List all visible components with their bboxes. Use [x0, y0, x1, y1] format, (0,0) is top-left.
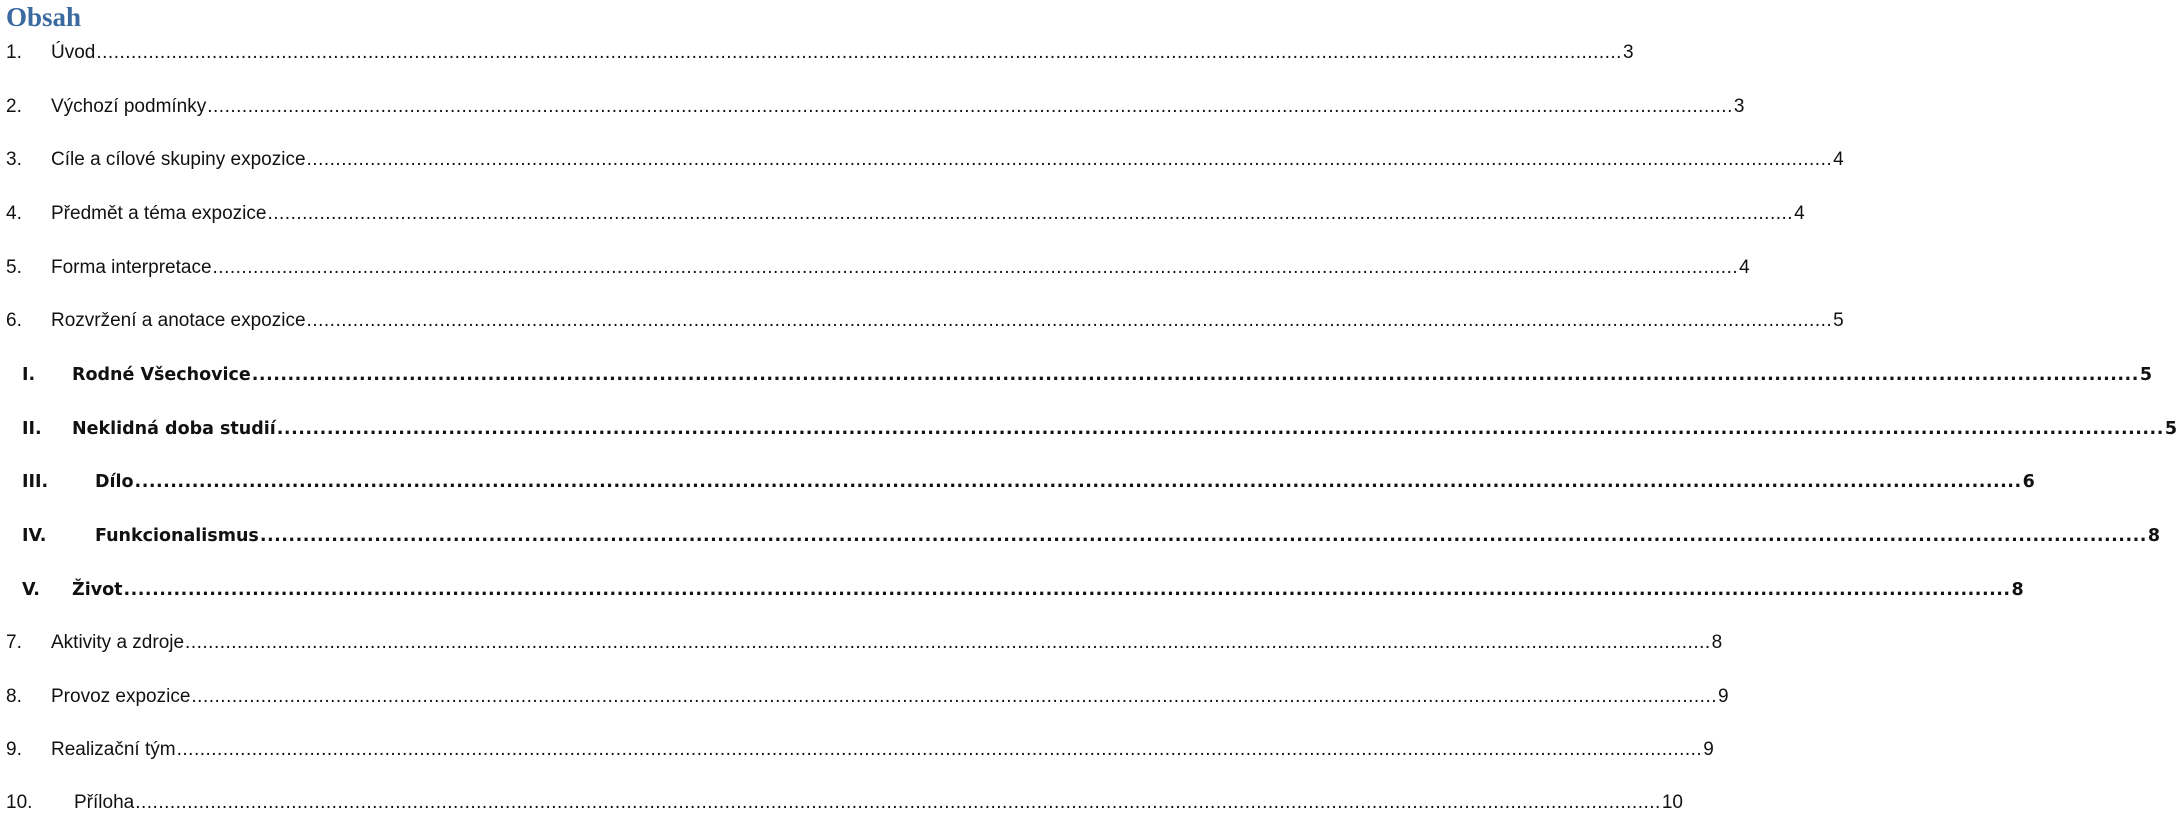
toc-entry-number: 7. — [6, 632, 22, 653]
toc-entry-label: Předmět a téma expozice — [51, 203, 267, 224]
toc-dot-leader: ........................................................................................................................................................................................................................................................................ — [276, 419, 2164, 439]
toc-entry-label: Rozvržení a anotace expozice — [51, 310, 306, 331]
toc-entry-number: 5. — [6, 257, 22, 278]
toc-dot-leader: ........................................................................................................................................................................................................................................................................ — [212, 257, 1739, 278]
toc-dot-leader: ........................................................................................................................................................................................................................................................................ — [306, 310, 1833, 331]
toc-dot-leader: ........................................................................................................................................................................................................................................................................ — [96, 42, 1622, 63]
toc-entry-page: 5 — [2139, 365, 2153, 385]
toc-dot-leader: ........................................................................................................................................................................................................................................................................ — [207, 96, 1733, 117]
toc-dot-leader: ........................................................................................................................................................................................................................................................................ — [267, 203, 1794, 224]
toc-entry-realizacni-tym[interactable] — [6, 737, 1714, 763]
toc-entry-rozvrzeni[interactable] — [6, 308, 1844, 334]
toc-entry-label: Provoz expozice — [51, 686, 191, 707]
toc-entry-predmet[interactable] — [6, 201, 1805, 227]
toc-entry-forma[interactable] — [6, 255, 1750, 281]
toc-entry-neklidna-doba[interactable] — [6, 416, 2177, 442]
toc-entry-label: Výchozí podmínky — [51, 96, 207, 117]
toc-entry-label: Funkcionalismus — [95, 526, 259, 546]
toc-entry-page: 9 — [1703, 739, 1714, 760]
toc-entry-vychozi-podminky[interactable] — [6, 94, 1745, 120]
toc-entry-page: 8 — [2147, 526, 2161, 546]
toc-entry-dilo[interactable] — [6, 469, 2035, 495]
toc-entry-page: 8 — [1711, 632, 1723, 653]
toc-entry-aktivity[interactable] — [6, 630, 1723, 656]
toc-dot-leader: ........................................................................................................................................................................................................................................................................ — [135, 792, 1661, 813]
toc-entry-label: Rodné Všechovice — [72, 365, 251, 385]
toc-entry-number: V. — [22, 580, 40, 600]
toc-entry-number: III. — [22, 472, 49, 492]
toc-entry-label: Příloha — [74, 792, 135, 813]
toc-entry-page: 3 — [1733, 96, 1745, 117]
toc-entry-page: 5 — [1833, 310, 1844, 331]
toc-entry-number: I. — [22, 365, 36, 385]
toc-entry-number: 6. — [6, 310, 22, 331]
toc-entry-label: Cíle a cílové skupiny expozice — [51, 149, 306, 170]
toc-entry-number: 4. — [6, 203, 22, 224]
toc-entry-number: 2. — [6, 96, 22, 117]
toc-entry-label: Neklidná doba studií — [72, 419, 276, 439]
toc-entry-number: 8. — [6, 686, 22, 707]
toc-dot-leader: ........................................................................................................................................................................................................................................................................ — [251, 365, 2139, 385]
toc-entry-zivot[interactable] — [6, 577, 2024, 603]
toc-entry-uvod[interactable] — [6, 40, 1634, 66]
toc-entry-page: 5 — [2164, 419, 2177, 439]
toc-entry-page: 8 — [2011, 580, 2024, 600]
toc-entry-page: 4 — [1794, 203, 1805, 224]
toc-entry-funkcionalismus[interactable] — [6, 523, 2161, 549]
toc-dot-leader: ........................................................................................................................................................................................................................................................................ — [176, 739, 1703, 760]
toc-entry-label: Realizační tým — [51, 739, 176, 760]
toc-title: Obsah — [6, 2, 82, 32]
toc-entry-cile[interactable] — [6, 147, 1844, 173]
toc-entry-priloha[interactable] — [6, 790, 1683, 816]
toc-entry-page: 6 — [2022, 472, 2035, 492]
toc-entry-rodne-vsechovice[interactable] — [6, 362, 2153, 388]
toc-dot-leader: ........................................................................................................................................................................................................................................................................ — [306, 149, 1833, 170]
toc-entry-provoz[interactable] — [6, 684, 1729, 710]
toc-dot-leader: ........................................................................................................................................................................................................................................................................ — [134, 472, 2022, 492]
toc-dot-leader: ........................................................................................................................................................................................................................................................................ — [185, 632, 1711, 653]
toc-entry-page: 9 — [1718, 686, 1729, 707]
toc-entry-label: Forma interpretace — [51, 257, 212, 278]
toc-entry-page: 3 — [1622, 42, 1634, 63]
toc-dot-leader: ........................................................................................................................................................................................................................................................................ — [259, 526, 2147, 546]
toc-entry-page: 4 — [1739, 257, 1750, 278]
toc-entry-label: Úvod — [51, 42, 96, 63]
toc-entry-page: 4 — [1833, 149, 1844, 170]
toc-entry-number: 10. — [6, 792, 33, 813]
toc-dot-leader: ........................................................................................................................................................................................................................................................................ — [123, 580, 2011, 600]
toc-entry-label: Život — [72, 580, 123, 600]
toc-entry-number: 9. — [6, 739, 22, 760]
toc-entry-page: 10 — [1661, 792, 1683, 813]
toc-entry-number: II. — [22, 419, 42, 439]
toc-entry-label: Dílo — [95, 472, 134, 492]
toc-entry-label: Aktivity a zdroje — [51, 632, 185, 653]
toc-entry-number: 1. — [6, 42, 22, 63]
toc-entry-number: IV. — [22, 526, 47, 546]
toc-entry-number: 3. — [6, 149, 22, 170]
toc-dot-leader: ........................................................................................................................................................................................................................................................................ — [191, 686, 1718, 707]
